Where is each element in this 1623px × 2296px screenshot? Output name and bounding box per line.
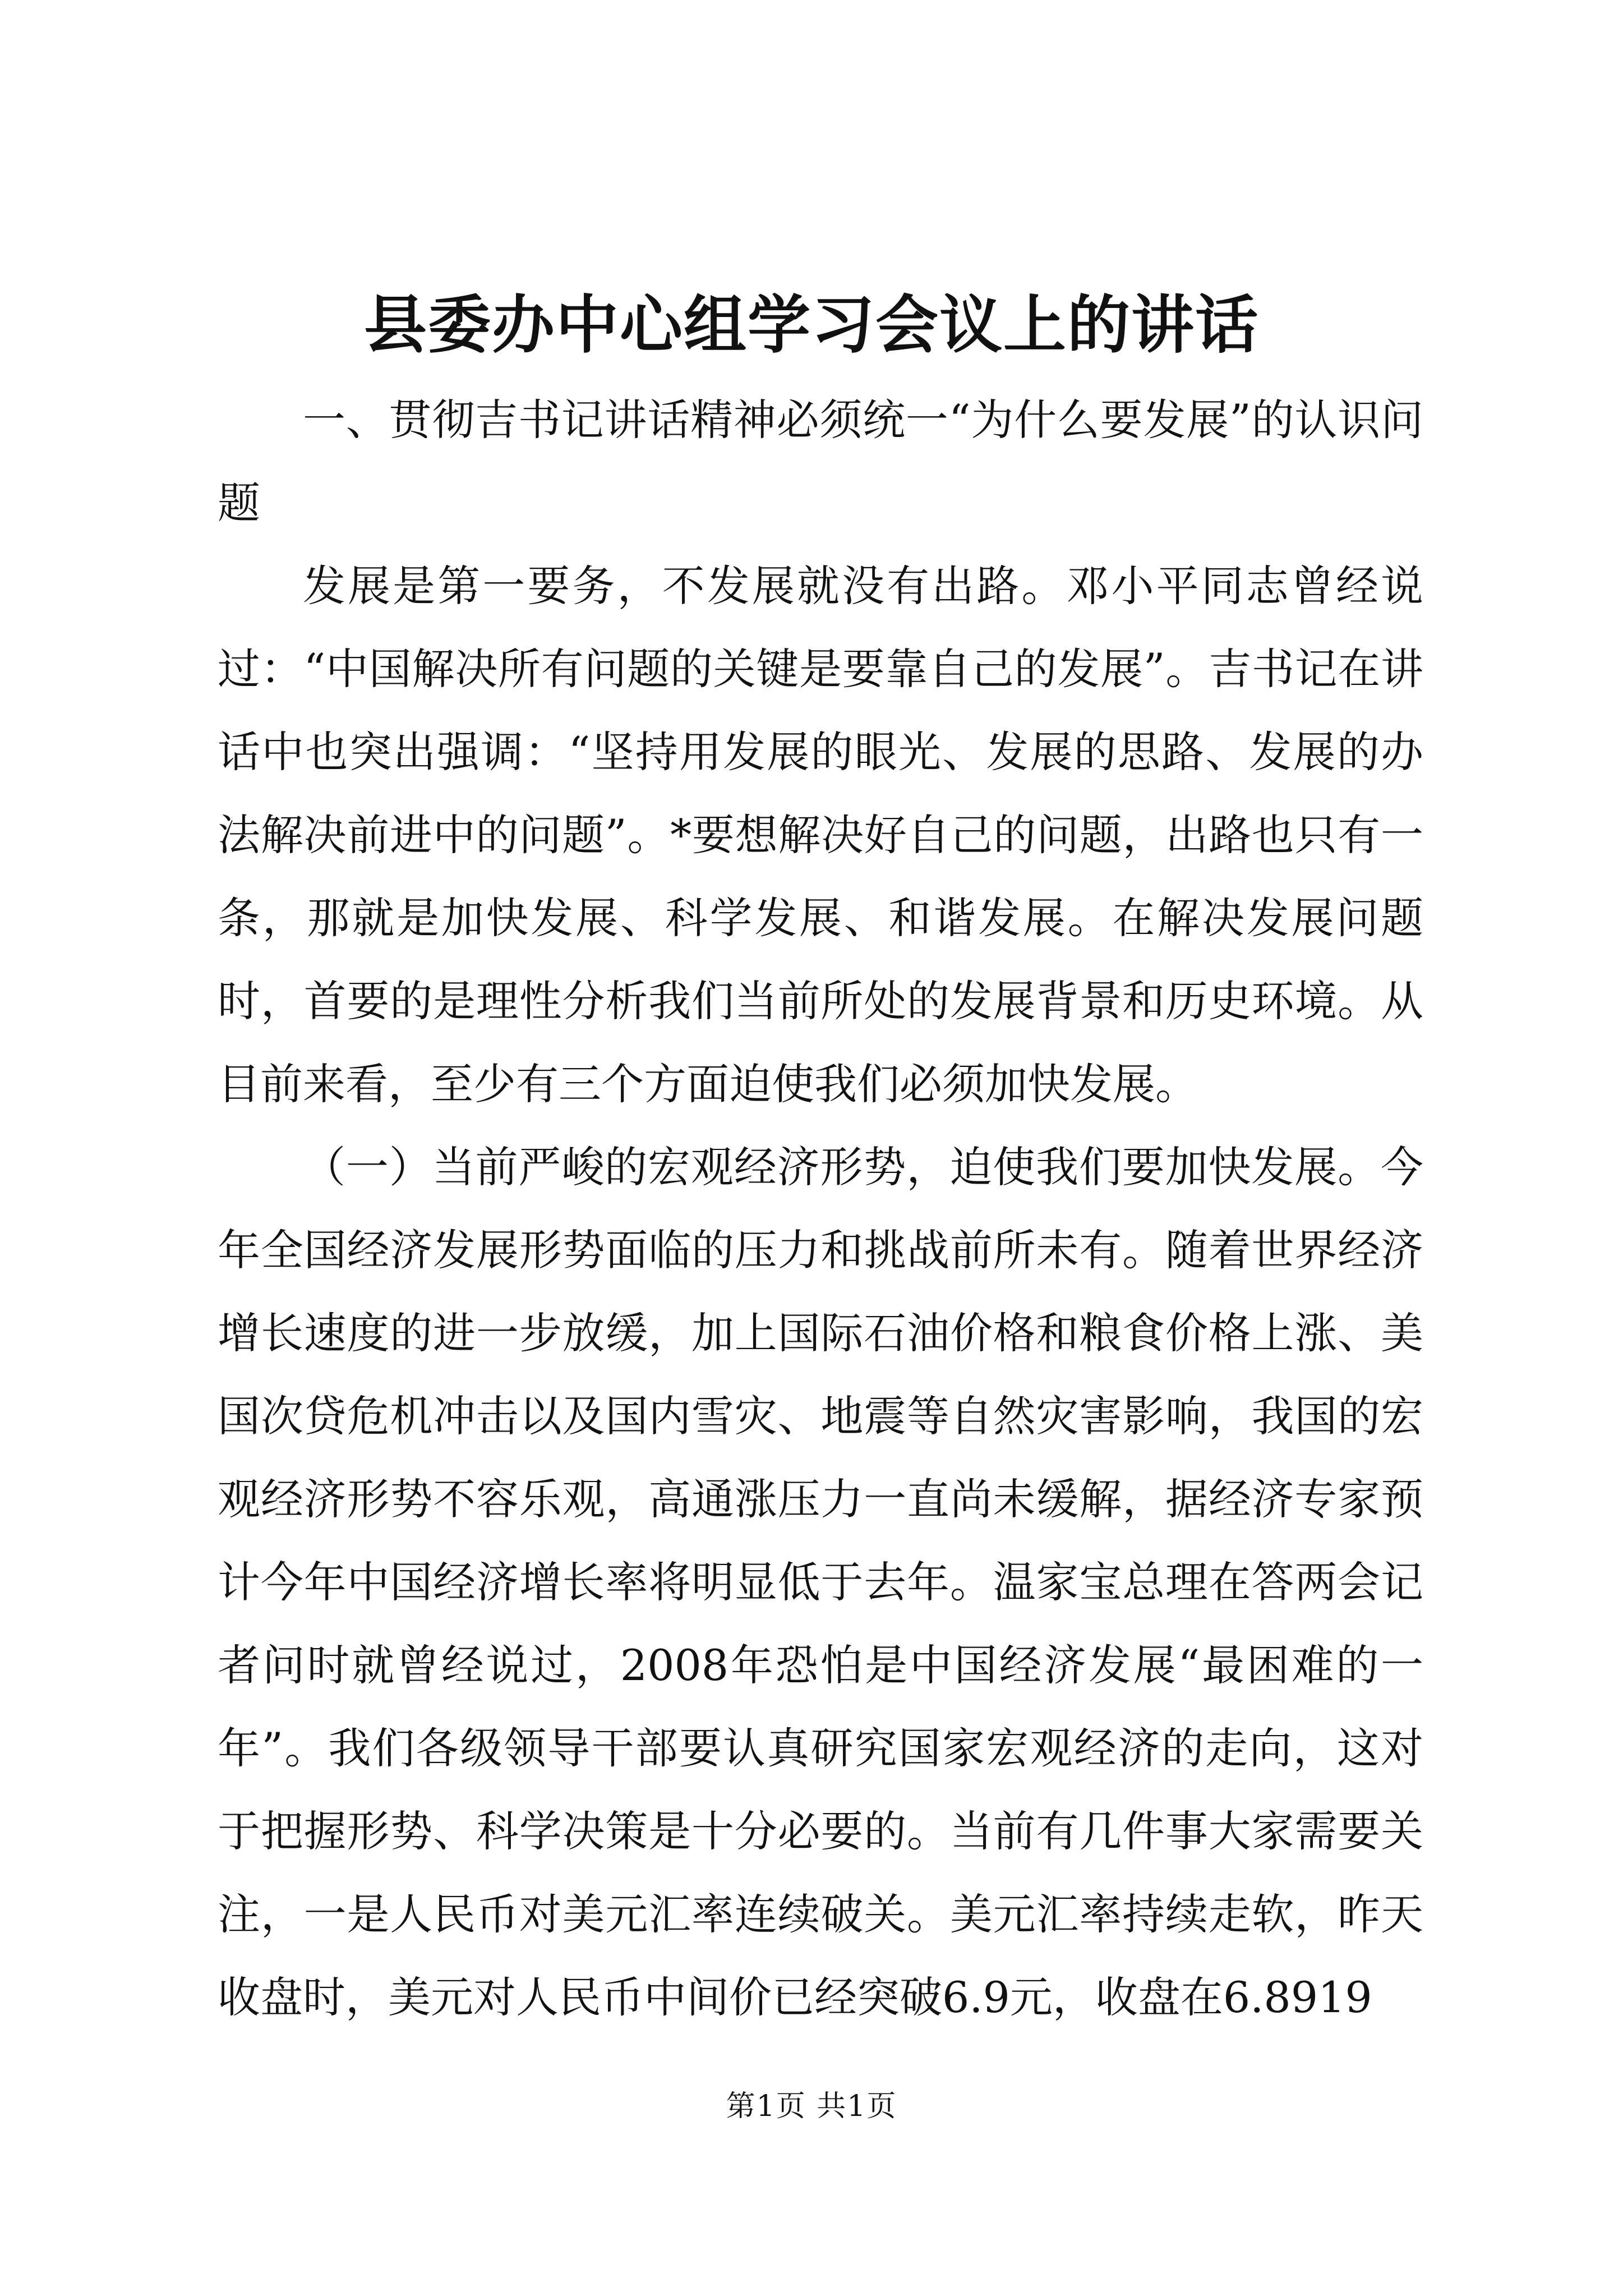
body-paragraph: （一）当前严峻的宏观经济形势，迫使我们要加快发展。今年全国经济发展形势面临的压力和挑战前所未有。随着世界经济增长速度的进一步放缓，加上国际石油价格和粮食价格上涨、美国次贷危机冲击以及国内雪灾、地震等自然灾害影响，我国的宏观经济形势不容乐观，高通涨压力一直尚未缓解，据经济专家预计今年中国经济增长率将明显低于去年。温家宝总理在答两会记者问时就曾经说过，2008年恐怕是中国经济发展“最困难的一年”。我们各级领导干部要认真研究国家宏观经济的走向，这对于把握形势、科学决策是十分必要的。当前有几件事大家需要关注，一是人民币对美元汇率连续破关。美元汇率持续走软，昨天收盘时，美元对人民币中间价已经突破6.9元，收盘在6.8919 <box>218 1142 1423 2022</box>
document-title: 县委办中心组学习会议上的讲话 <box>364 289 1259 362</box>
section-heading-paragraph: 一、贯彻吉书记讲话精神必须统一“为什么要发展”的认识问题 <box>218 395 1423 528</box>
page-footer: 第1页 共1页 <box>726 2090 897 2123</box>
body-paragraph: 发展是第一要务，不发展就没有出路。邓小平同志曾经说过：“中国解决所有问题的关键是要靠自己的发展”。吉书记在讲话中也突出强调：“坚持用发展的眼光、发展的思路、发展的办法解决前进中的问题”。*要想解决好自己的问题，出路也只有一条，那就是加快发展、科学发展、和谐发展。在解决发展问题时，首要的是理性分析我们当前所处的发展背景和历史环境。从目前来看，至少有三个方面迫使我们必须加快发展。 <box>218 561 1423 1109</box>
document-body <box>218 379 1423 2039</box>
